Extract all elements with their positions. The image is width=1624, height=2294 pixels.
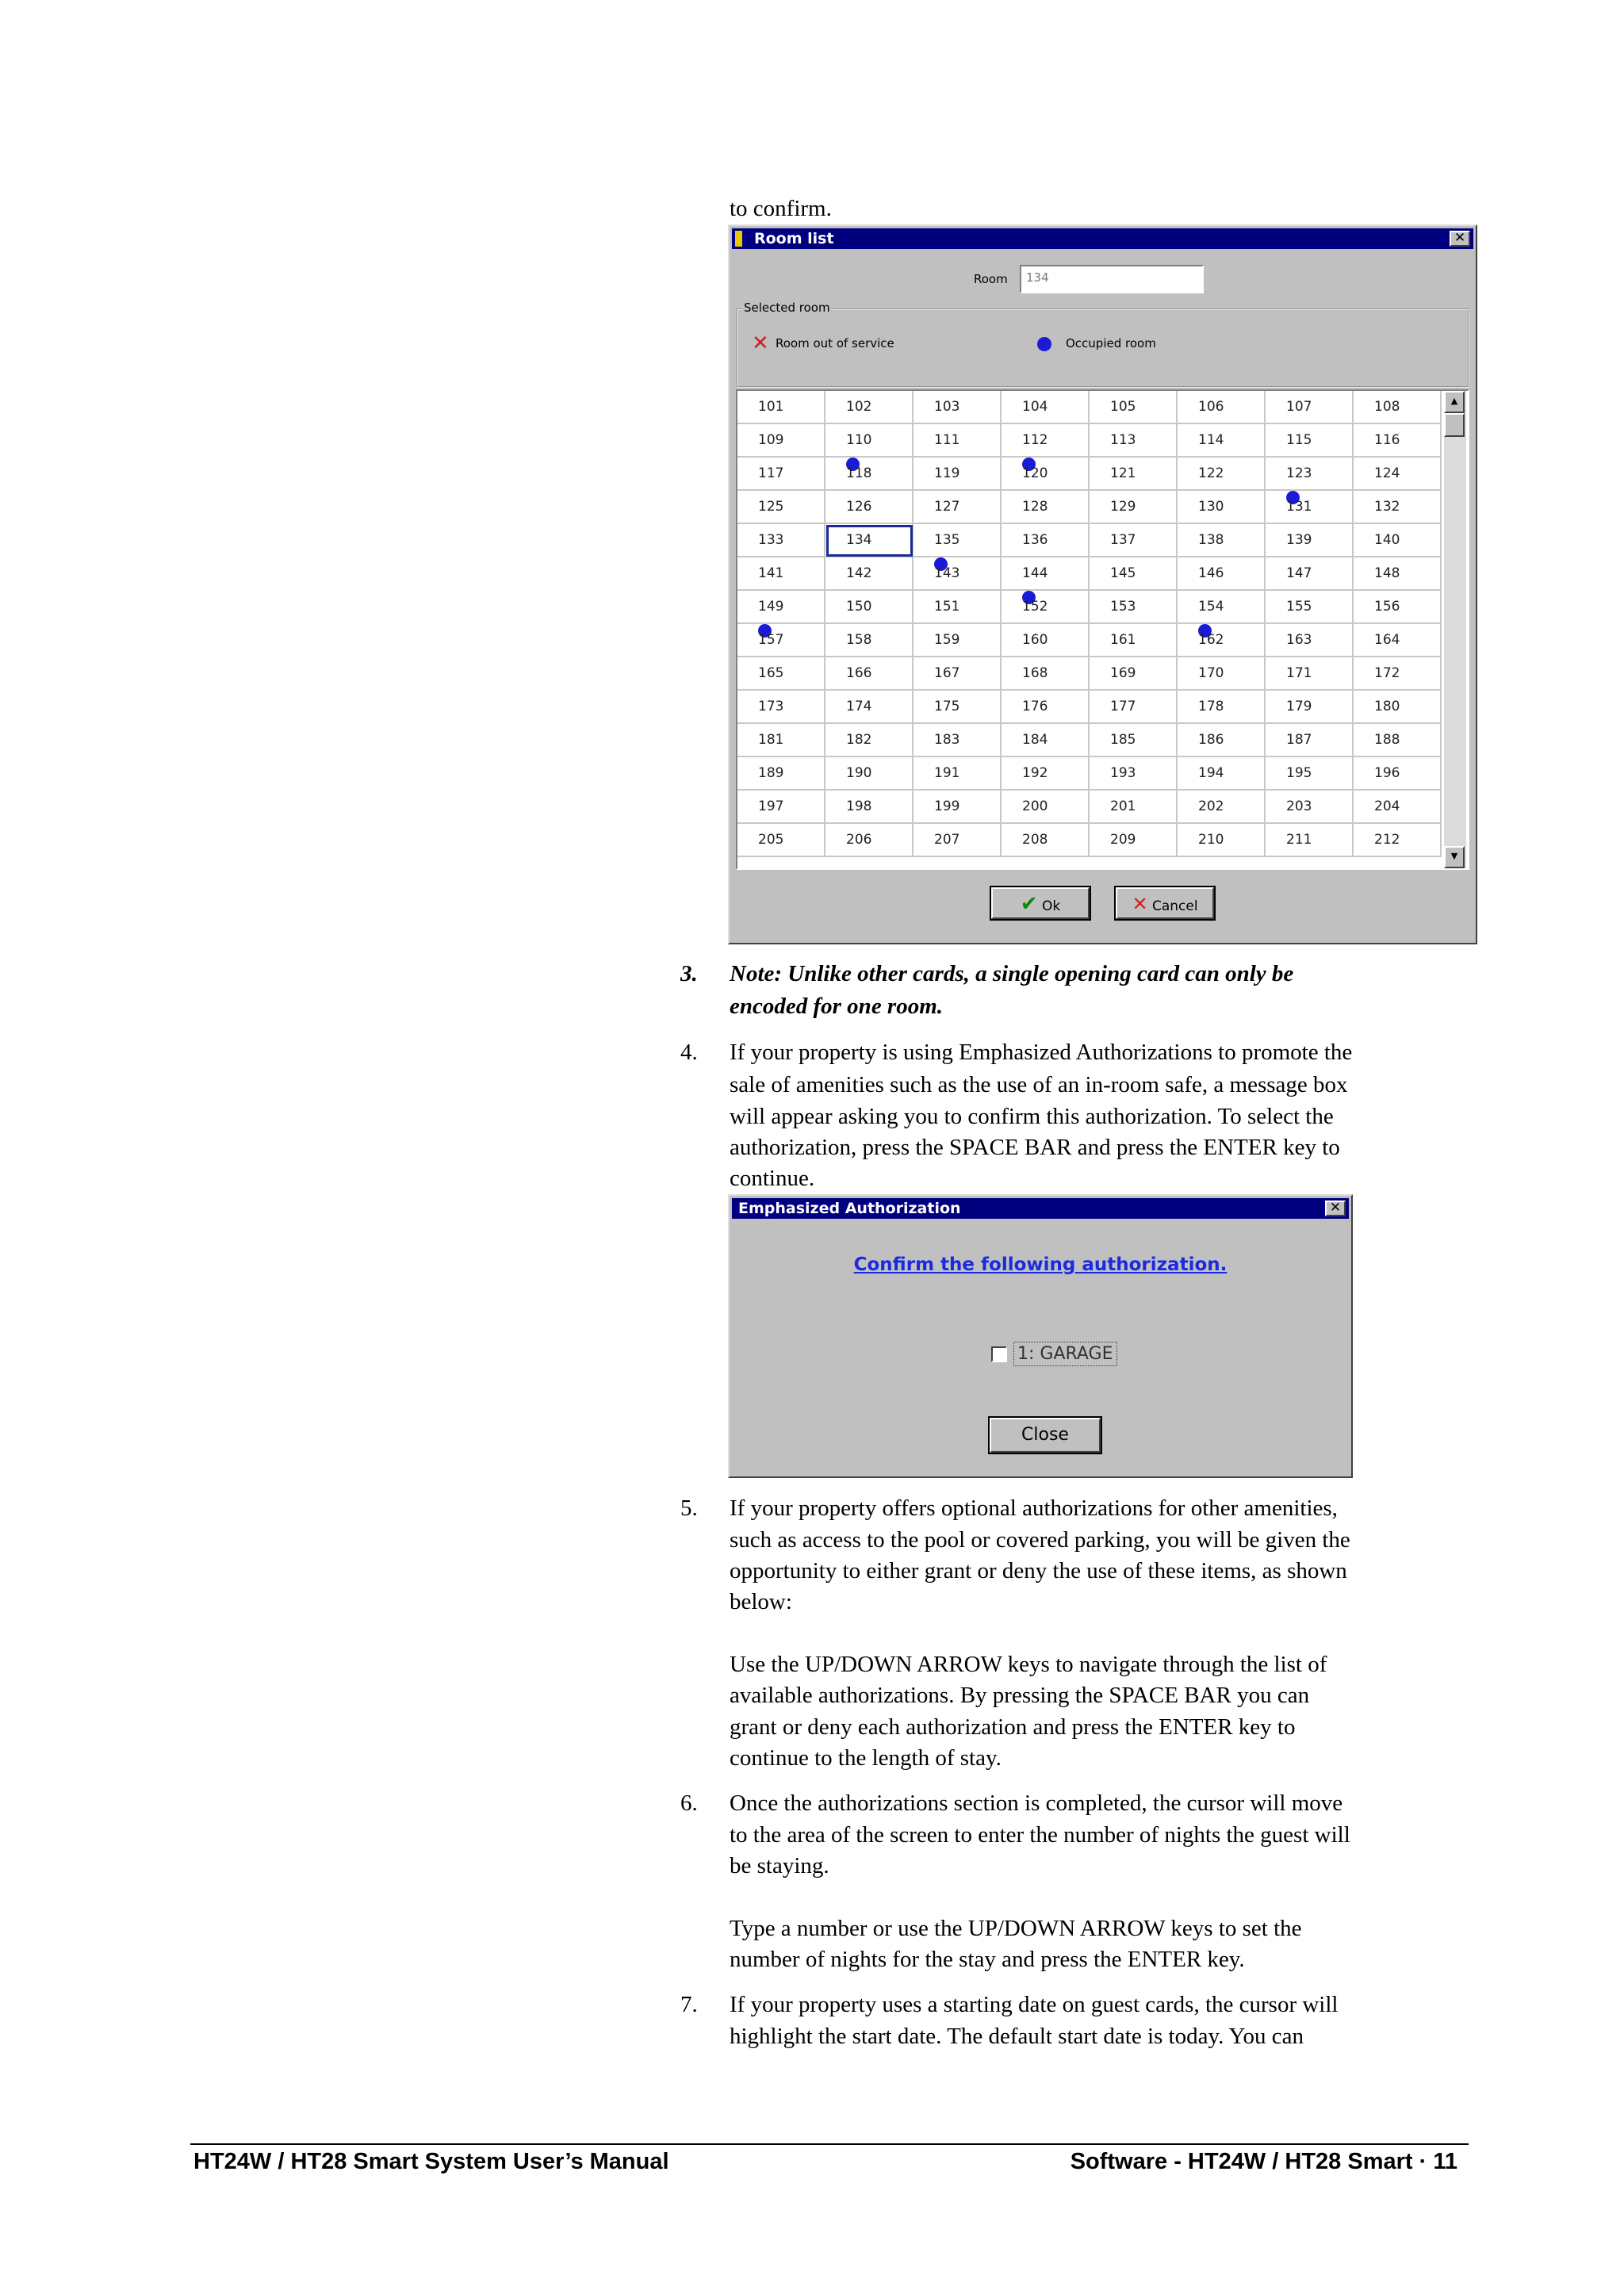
- room-number: 197: [758, 798, 784, 814]
- room-cell[interactable]: [825, 724, 914, 757]
- room-number: 171: [1286, 665, 1312, 681]
- room-number: 209: [1110, 832, 1136, 848]
- room-cell[interactable]: [914, 557, 1002, 591]
- room-number: 123: [1286, 465, 1312, 481]
- room-cell[interactable]: [825, 557, 914, 591]
- room-cell[interactable]: [914, 424, 1002, 458]
- room-cell[interactable]: [1266, 458, 1354, 491]
- room-cell[interactable]: [1354, 657, 1442, 691]
- room-cell[interactable]: [1002, 557, 1090, 591]
- room-cell[interactable]: [825, 424, 914, 458]
- room-cell[interactable]: [1354, 691, 1442, 724]
- room-number: 109: [758, 432, 784, 448]
- room-cell[interactable]: [1178, 557, 1266, 591]
- step-5-line: continue to the length of stay.: [730, 1745, 1002, 1771]
- room-number: 117: [758, 465, 784, 481]
- out-of-service-label: Room out of service: [776, 336, 894, 350]
- selected-room-group-label: Selected room: [744, 301, 830, 315]
- room-number: 207: [934, 832, 960, 848]
- room-cell[interactable]: [737, 824, 825, 857]
- room-cell[interactable]: [1178, 624, 1266, 657]
- room-number: 151: [934, 599, 960, 615]
- room-cell[interactable]: [1090, 691, 1178, 724]
- emph-titlebar[interactable]: [732, 1198, 1349, 1219]
- room-number: 148: [1374, 565, 1400, 581]
- step-7-line: highlight the start date. The default start date is today. You can: [730, 2024, 1304, 2049]
- room-number: 140: [1374, 532, 1400, 548]
- room-cell[interactable]: [1354, 491, 1442, 524]
- garage-checkbox-label[interactable]: 1: GARAGE: [1013, 1342, 1117, 1366]
- room-number: 136: [1022, 532, 1048, 548]
- room-number: 127: [934, 499, 960, 515]
- room-number: 169: [1110, 665, 1136, 681]
- room-cell[interactable]: [825, 791, 914, 824]
- room-number: 159: [934, 632, 960, 648]
- room-cell[interactable]: [825, 624, 914, 657]
- room-number: 189: [758, 765, 784, 781]
- room-cell[interactable]: [1090, 591, 1178, 624]
- room-number: 173: [758, 699, 784, 714]
- room-cell[interactable]: [1178, 491, 1266, 524]
- room-grid: [736, 389, 1469, 870]
- step-5-line: If your property offers optional authorizations for other amenities,: [730, 1496, 1338, 1521]
- room-number: 129: [1110, 499, 1136, 515]
- footer-right: Software - HT24W / HT28 Smart · 11: [1070, 2149, 1457, 2174]
- room-number: 206: [846, 832, 872, 848]
- footer-left: HT24W / HT28 Smart System User’s Manual: [193, 2149, 669, 2174]
- room-number: 170: [1198, 665, 1224, 681]
- room-number: 146: [1198, 565, 1224, 581]
- room-number: 194: [1198, 765, 1224, 781]
- room-number: 126: [846, 499, 872, 515]
- room-cell[interactable]: [737, 391, 825, 424]
- room-number: 175: [934, 699, 960, 714]
- room-number: 205: [758, 832, 784, 848]
- room-cell[interactable]: [825, 524, 914, 557]
- room-cell[interactable]: [914, 791, 1002, 824]
- room-cell[interactable]: [1354, 624, 1442, 657]
- occupied-room-icon: [1037, 337, 1051, 351]
- room-number: 137: [1110, 532, 1136, 548]
- room-number: 131: [1286, 499, 1312, 515]
- room-grid-scrollbar[interactable]: [1444, 391, 1466, 868]
- room-number: 142: [846, 565, 872, 581]
- step-4-line: continue.: [730, 1166, 815, 1191]
- cancel-button[interactable]: [1116, 887, 1214, 919]
- step-7-line: If your property uses a starting date on guest cards, the cursor will: [730, 1992, 1339, 2017]
- room-cell[interactable]: [1178, 391, 1266, 424]
- room-number: 161: [1110, 632, 1136, 648]
- room-number: 112: [1022, 432, 1048, 448]
- check-icon: ✔: [1020, 892, 1038, 916]
- step-6-line: to the area of the screen to enter the number of nights the guest will: [730, 1822, 1350, 1848]
- room-cell[interactable]: [1266, 557, 1354, 591]
- room-cell[interactable]: [737, 657, 825, 691]
- room-number: 133: [758, 532, 784, 548]
- step-5-line: grant or deny each authorization and press the ENTER key to: [730, 1714, 1296, 1740]
- room-cell[interactable]: [1090, 458, 1178, 491]
- room-cell[interactable]: [737, 591, 825, 624]
- room-cell[interactable]: [914, 591, 1002, 624]
- step-4-number: 4.: [680, 1040, 698, 1065]
- room-cell[interactable]: [1002, 691, 1090, 724]
- room-cell[interactable]: [1178, 824, 1266, 857]
- room-number: 149: [758, 599, 784, 615]
- room-cell[interactable]: [1002, 624, 1090, 657]
- room-number: 190: [846, 765, 872, 781]
- room-number: 101: [758, 399, 784, 415]
- room-cell[interactable]: [1178, 524, 1266, 557]
- step-6-line: Type a number or use the UP/DOWN ARROW keys to set the: [730, 1916, 1302, 1941]
- room-cell[interactable]: [1266, 791, 1354, 824]
- room-number: 212: [1374, 832, 1400, 848]
- room-number: 104: [1022, 399, 1048, 415]
- room-cell[interactable]: [1002, 458, 1090, 491]
- room-number: 113: [1110, 432, 1136, 448]
- room-cell[interactable]: [1178, 424, 1266, 458]
- room-cell[interactable]: [1002, 391, 1090, 424]
- room-number: 162: [1198, 632, 1224, 648]
- scroll-down-button[interactable]: ▼: [1444, 846, 1465, 868]
- room-number: 179: [1286, 699, 1312, 714]
- room-cell[interactable]: [1178, 591, 1266, 624]
- room-number: 192: [1022, 765, 1048, 781]
- ok-label: Ok: [1041, 898, 1061, 914]
- room-number: 185: [1110, 732, 1136, 748]
- room-cell[interactable]: [1354, 557, 1442, 591]
- room-cell[interactable]: [1266, 724, 1354, 757]
- room-number: 153: [1110, 599, 1136, 615]
- room-cell[interactable]: [914, 757, 1002, 791]
- room-cell[interactable]: [825, 458, 914, 491]
- room-number: 191: [934, 765, 960, 781]
- room-number: 121: [1110, 465, 1136, 481]
- step-6-number: 6.: [680, 1790, 698, 1816]
- room-cell[interactable]: [1354, 424, 1442, 458]
- step-5-line: such as access to the pool or covered parking, you will be given the: [730, 1527, 1350, 1553]
- room-number: 188: [1374, 732, 1400, 748]
- room-list-titlebar[interactable]: [732, 228, 1473, 249]
- occupied-room-label: Occupied room: [1066, 336, 1156, 350]
- room-cell[interactable]: [1002, 657, 1090, 691]
- room-number: 182: [846, 732, 872, 748]
- room-number: 139: [1286, 532, 1312, 548]
- room-cell[interactable]: [1002, 524, 1090, 557]
- room-cell[interactable]: [1266, 524, 1354, 557]
- room-cell[interactable]: [1354, 791, 1442, 824]
- room-cell[interactable]: [1178, 724, 1266, 757]
- room-cell[interactable]: [1090, 757, 1178, 791]
- room-number: 160: [1022, 632, 1048, 648]
- room-number: 166: [846, 665, 872, 681]
- room-cell[interactable]: [1002, 491, 1090, 524]
- room-number: 187: [1286, 732, 1312, 748]
- room-number: 110: [846, 432, 872, 448]
- garage-checkbox[interactable]: [991, 1346, 1007, 1362]
- room-number: 157: [758, 632, 784, 648]
- room-cell[interactable]: [1266, 691, 1354, 724]
- room-number: 108: [1374, 399, 1400, 415]
- room-cell[interactable]: [1090, 424, 1178, 458]
- step-5-line: opportunity to either grant or deny the use of these items, as shown: [730, 1558, 1347, 1584]
- room-cell[interactable]: [825, 391, 914, 424]
- scroll-thumb[interactable]: [1444, 413, 1465, 437]
- room-number: 168: [1022, 665, 1048, 681]
- room-number: 138: [1198, 532, 1224, 548]
- room-cell[interactable]: [914, 391, 1002, 424]
- room-cell[interactable]: [914, 724, 1002, 757]
- step-5-line: below:: [730, 1589, 792, 1614]
- confirm-prompt: Confirm the following authorization.: [853, 1254, 1228, 1275]
- room-number: 105: [1110, 399, 1136, 415]
- step-5-line: available authorizations. By pressing the SPACE BAR you can: [730, 1683, 1310, 1708]
- room-cell[interactable]: [737, 491, 825, 524]
- footer-rule: [190, 2143, 1469, 2145]
- room-cell[interactable]: [1266, 657, 1354, 691]
- room-number: 152: [1022, 599, 1048, 615]
- step-6-line: Once the authorizations section is completed, the cursor will move: [730, 1790, 1343, 1816]
- room-cell[interactable]: [1002, 724, 1090, 757]
- room-number: 167: [934, 665, 960, 681]
- room-number: 195: [1286, 765, 1312, 781]
- room-cell[interactable]: [1090, 557, 1178, 591]
- room-cell[interactable]: [1002, 591, 1090, 624]
- room-cell[interactable]: [1266, 624, 1354, 657]
- room-cell[interactable]: [737, 757, 825, 791]
- room-number: 174: [846, 699, 872, 714]
- room-number: 199: [934, 798, 960, 814]
- room-number: 198: [846, 798, 872, 814]
- key-icon: [735, 231, 742, 247]
- room-number: 125: [758, 499, 784, 515]
- room-cell[interactable]: [1266, 424, 1354, 458]
- room-cell[interactable]: [914, 624, 1002, 657]
- room-cell[interactable]: [1090, 824, 1178, 857]
- room-number: 186: [1198, 732, 1224, 748]
- room-cell[interactable]: [1090, 391, 1178, 424]
- room-cell[interactable]: [1090, 624, 1178, 657]
- room-number: 116: [1374, 432, 1400, 448]
- room-cell[interactable]: [825, 591, 914, 624]
- room-cell[interactable]: [1090, 791, 1178, 824]
- room-number: 204: [1374, 798, 1400, 814]
- room-number: 134: [846, 532, 872, 548]
- room-cell[interactable]: [737, 624, 825, 657]
- room-cell[interactable]: [1266, 491, 1354, 524]
- ok-button[interactable]: [991, 887, 1090, 919]
- room-cell[interactable]: [737, 724, 825, 757]
- emph-title: Emphasized Authorization: [738, 1200, 961, 1217]
- room-cell[interactable]: [1002, 824, 1090, 857]
- room-number: 145: [1110, 565, 1136, 581]
- room-cell[interactable]: [1002, 424, 1090, 458]
- room-number: 132: [1374, 499, 1400, 515]
- step-6-line: number of nights for the stay and press the ENTER key.: [730, 1947, 1245, 1972]
- room-number: 177: [1110, 699, 1136, 714]
- close-button[interactable]: Close: [990, 1418, 1101, 1453]
- room-input[interactable]: 134: [1020, 265, 1204, 293]
- room-number: 150: [846, 599, 872, 615]
- room-cell[interactable]: [1090, 724, 1178, 757]
- room-number: 176: [1022, 699, 1048, 714]
- room-cell[interactable]: [914, 657, 1002, 691]
- room-cell[interactable]: [1178, 691, 1266, 724]
- step-4-line: sale of amenities such as the use of an in-room safe, a message box: [730, 1072, 1348, 1097]
- room-list-dialog: [728, 224, 1477, 944]
- step-4-line: authorization, press the SPACE BAR and press the ENTER key to: [730, 1135, 1340, 1160]
- room-number: 154: [1198, 599, 1224, 615]
- room-cell[interactable]: [737, 691, 825, 724]
- room-cell[interactable]: [1090, 524, 1178, 557]
- room-cell[interactable]: [1178, 458, 1266, 491]
- room-cell[interactable]: [825, 824, 914, 857]
- room-number: 144: [1022, 565, 1048, 581]
- step-5-number: 5.: [680, 1496, 698, 1521]
- room-cell[interactable]: [914, 491, 1002, 524]
- room-number: 184: [1022, 732, 1048, 748]
- out-of-service-icon: ✕: [752, 331, 769, 355]
- room-cell[interactable]: [737, 557, 825, 591]
- room-cell[interactable]: [1002, 791, 1090, 824]
- cancel-x-icon: ✕: [1132, 893, 1148, 915]
- room-number: 120: [1022, 465, 1048, 481]
- room-number: 203: [1286, 798, 1312, 814]
- room-number: 114: [1198, 432, 1224, 448]
- room-number: 164: [1374, 632, 1400, 648]
- room-cell[interactable]: [1090, 491, 1178, 524]
- room-number: 130: [1198, 499, 1224, 515]
- room-number: 180: [1374, 699, 1400, 714]
- room-cell[interactable]: [1266, 391, 1354, 424]
- room-cell[interactable]: [737, 791, 825, 824]
- room-cell[interactable]: [1178, 791, 1266, 824]
- room-number: 183: [934, 732, 960, 748]
- room-number: 124: [1374, 465, 1400, 481]
- room-number: 211: [1286, 832, 1312, 848]
- intro-text: to confirm.: [730, 196, 832, 221]
- room-cell[interactable]: [914, 691, 1002, 724]
- room-cell[interactable]: [1354, 591, 1442, 624]
- step-3-line-2: encoded for one room.: [730, 994, 944, 1019]
- room-number: 172: [1374, 665, 1400, 681]
- room-cell[interactable]: [1354, 458, 1442, 491]
- room-cell[interactable]: [1354, 824, 1442, 857]
- room-number: 156: [1374, 599, 1400, 615]
- room-list-title: Room list: [754, 230, 834, 247]
- room-number: 111: [934, 432, 960, 448]
- room-cell[interactable]: [914, 458, 1002, 491]
- room-number: 165: [758, 665, 784, 681]
- room-number: 135: [934, 532, 960, 548]
- room-number: 196: [1374, 765, 1400, 781]
- room-cell[interactable]: [1354, 724, 1442, 757]
- room-number: 143: [934, 565, 960, 581]
- room-list-close-icon[interactable]: ✕: [1450, 231, 1470, 247]
- step-6-line: be staying.: [730, 1853, 829, 1878]
- room-cell[interactable]: [1266, 824, 1354, 857]
- room-cell[interactable]: [914, 824, 1002, 857]
- step-7-number: 7.: [680, 1992, 698, 2017]
- room-cell[interactable]: [825, 757, 914, 791]
- room-number: 163: [1286, 632, 1312, 648]
- room-cell[interactable]: [1178, 657, 1266, 691]
- room-number: 178: [1198, 699, 1224, 714]
- room-cell[interactable]: [1178, 757, 1266, 791]
- step-4-line: will appear asking you to confirm this authorization. To select the: [730, 1104, 1334, 1129]
- room-label: Room: [974, 272, 1008, 286]
- room-number: 128: [1022, 499, 1048, 515]
- step-4-line: If your property is using Emphasized Authorizations to promote the: [730, 1040, 1353, 1065]
- room-cell[interactable]: [914, 524, 1002, 557]
- room-number: 103: [934, 399, 960, 415]
- room-number: 122: [1198, 465, 1224, 481]
- room-number: 119: [934, 465, 960, 481]
- room-number: 208: [1022, 832, 1048, 848]
- room-number: 115: [1286, 432, 1312, 448]
- room-number: 181: [758, 732, 784, 748]
- step-3-line-1: Note: Unlike other cards, a single opening card can only be: [730, 961, 1294, 986]
- room-cell[interactable]: [1266, 757, 1354, 791]
- room-number: 200: [1022, 798, 1048, 814]
- room-number: 193: [1110, 765, 1136, 781]
- room-number: 118: [846, 465, 872, 481]
- room-number: 141: [758, 565, 784, 581]
- room-cell[interactable]: [1090, 657, 1178, 691]
- room-number: 210: [1198, 832, 1224, 848]
- room-number: 106: [1198, 399, 1224, 415]
- room-cell[interactable]: [1002, 757, 1090, 791]
- room-number: 107: [1286, 399, 1312, 415]
- room-cell[interactable]: [825, 491, 914, 524]
- room-cell[interactable]: [1354, 757, 1442, 791]
- emph-close-icon[interactable]: ✕: [1325, 1201, 1346, 1216]
- room-cell[interactable]: [1354, 524, 1442, 557]
- room-number: 155: [1286, 599, 1312, 615]
- step-5-line: Use the UP/DOWN ARROW keys to navigate through the list of: [730, 1652, 1327, 1677]
- emphasized-authorization-dialog: [728, 1194, 1353, 1478]
- room-cell[interactable]: [825, 691, 914, 724]
- room-cell[interactable]: [737, 424, 825, 458]
- room-number: 201: [1110, 798, 1136, 814]
- room-cell[interactable]: [1354, 391, 1442, 424]
- cancel-label: Cancel: [1151, 898, 1198, 914]
- room-number: 158: [846, 632, 872, 648]
- room-number: 147: [1286, 565, 1312, 581]
- room-cell[interactable]: [737, 524, 825, 557]
- room-number: 202: [1198, 798, 1224, 814]
- step-3-number: 3.: [680, 961, 698, 986]
- room-cell[interactable]: [737, 458, 825, 491]
- room-number: 102: [846, 399, 872, 415]
- scroll-up-button[interactable]: ▲: [1444, 391, 1465, 413]
- room-cell[interactable]: [1266, 591, 1354, 624]
- room-cell[interactable]: [825, 657, 914, 691]
